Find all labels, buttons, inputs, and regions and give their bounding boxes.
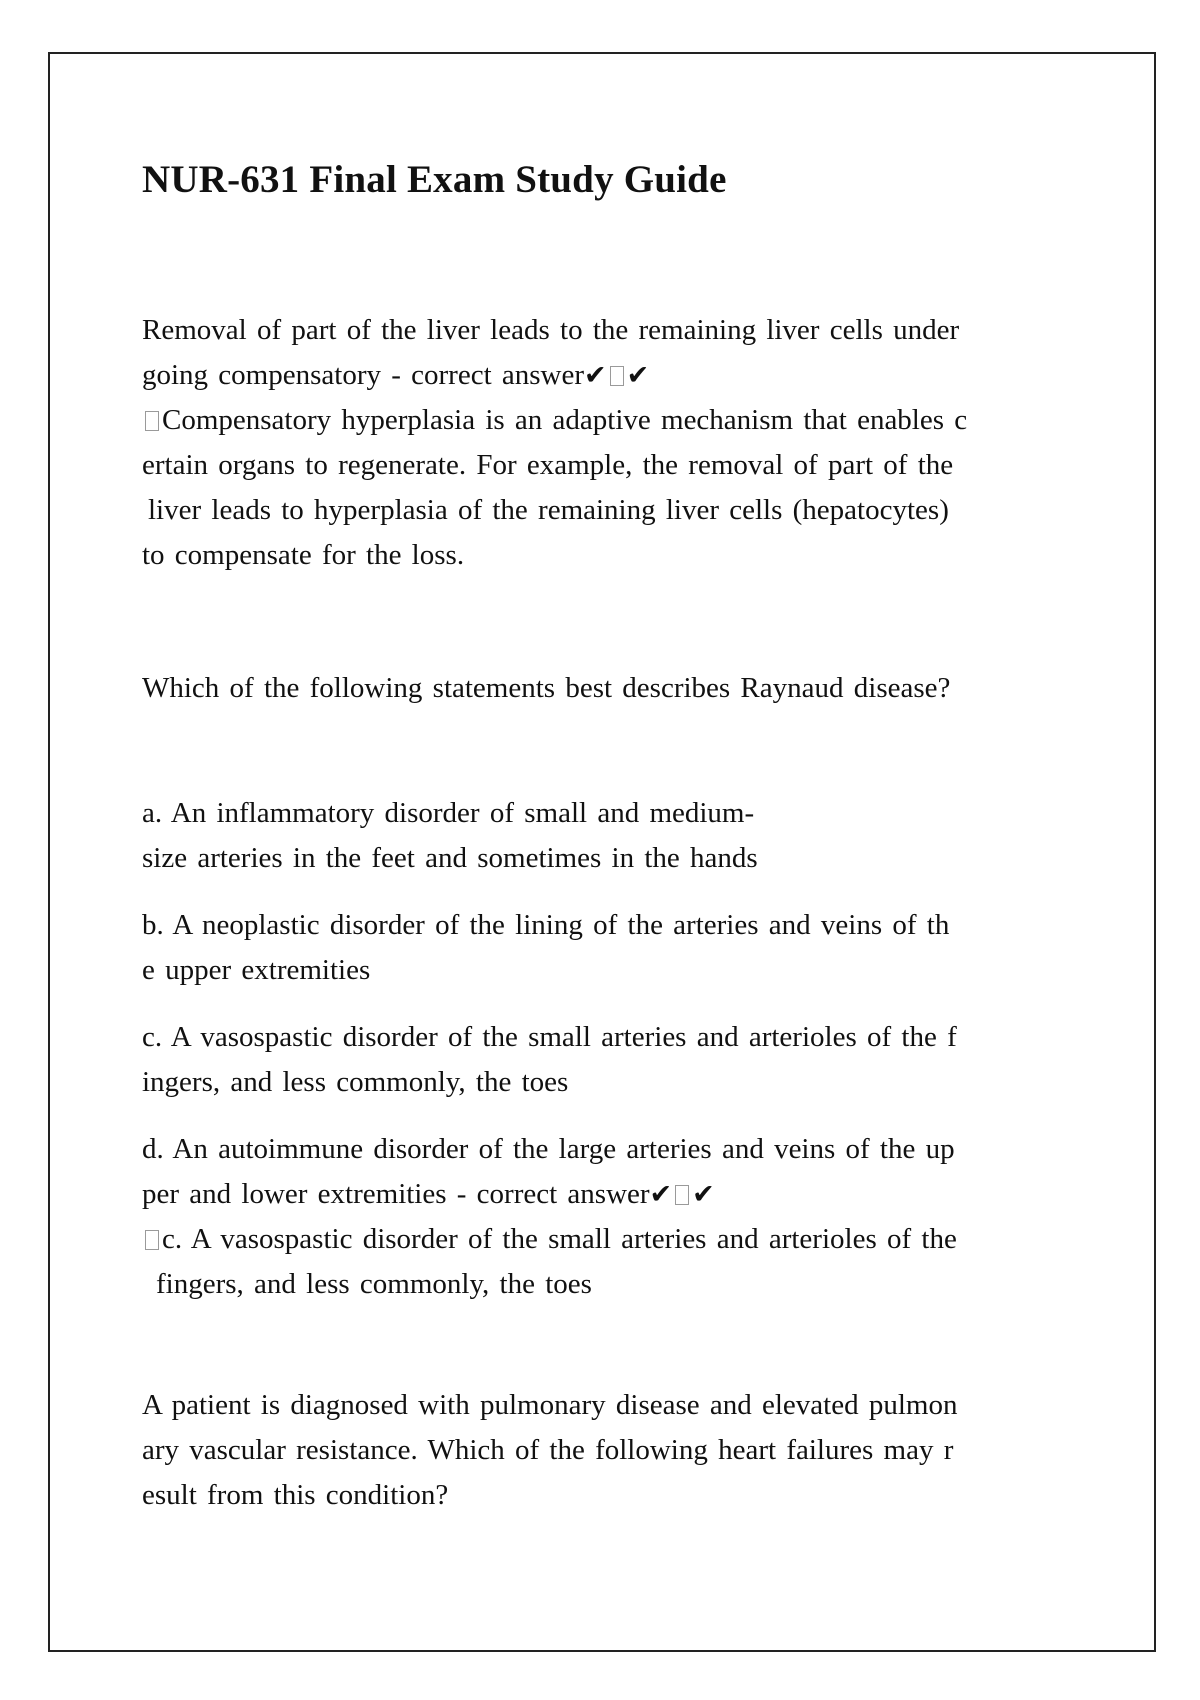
missing-glyph-icon <box>145 1230 159 1250</box>
question-3-prompt-line-2: ary vascular resistance. Which of the following heart failures may r <box>142 1434 954 1466</box>
question-1-prompt <box>142 308 1064 398</box>
option-a <box>142 791 1064 881</box>
option-c-line-2: ingers, and less commonly, the toes <box>142 1066 569 1098</box>
question-1-answer-line-1 <box>142 398 1064 443</box>
question-2-prompt: Which of the following statements best describes Raynaud disease? <box>142 672 951 704</box>
option-d-line-2-text: per and lower extremities - correct answer <box>142 1178 650 1210</box>
missing-glyph-icon <box>145 411 159 431</box>
question-1-answer-line-3: liver leads to hyperplasia of the remaining liver cells (hepatocytes) <box>148 494 949 526</box>
option-c <box>142 1015 1064 1105</box>
question-2-answer <box>142 1217 1064 1307</box>
question-1-prompt-line-1: Removal of part of the liver leads to the remaining liver cells under <box>142 314 960 346</box>
question-2-answer-line-2: fingers, and less commonly, the toes <box>156 1268 592 1300</box>
missing-glyph-icon <box>675 1185 689 1205</box>
option-c-line-1: c. A vasospastic disorder of the small arteries and arterioles of the f <box>142 1021 957 1053</box>
option-d-line-1: d. An autoimmune disorder of the large arteries and veins of the up <box>142 1133 955 1165</box>
question-2-answer-line-1 <box>142 1217 1064 1262</box>
question-3 <box>142 1383 1064 1518</box>
option-a-line-2: size arteries in the feet and sometimes in the hands <box>142 842 758 874</box>
question-3-prompt-line-3: esult from this condition? <box>142 1479 449 1511</box>
missing-glyph-icon <box>610 366 624 386</box>
option-b-line-2: e upper extremities <box>142 954 371 986</box>
checkmark-icon: ✔ <box>692 1179 715 1210</box>
option-b <box>142 903 1064 993</box>
question-1-answer <box>142 398 1064 578</box>
question-1-answer-line-4: to compensate for the loss. <box>142 539 465 571</box>
question-3-prompt <box>142 1383 1064 1518</box>
option-d <box>142 1127 1064 1217</box>
option-b-line-1: b. A neoplastic disorder of the lining of the arteries and veins of th <box>142 909 950 941</box>
question-3-prompt-line-1: A patient is diagnosed with pulmonary disease and elevated pulmon <box>142 1389 958 1421</box>
question-2-answer-line-1-text: c. A vasospastic disorder of the small arteries and arterioles of the <box>162 1223 957 1255</box>
document-body <box>142 150 1064 1518</box>
option-d-line-2 <box>142 1172 1064 1217</box>
option-a-line-1: a. An inflammatory disorder of small and medium- <box>142 797 755 829</box>
question-1-prompt-line-2 <box>142 353 1064 398</box>
question-1-answer-line-2: ertain organs to regenerate. For example, the removal of part of the <box>142 449 954 481</box>
question-2-options <box>142 791 1064 1307</box>
question-2 <box>142 666 1064 1307</box>
question-1-answer-line-1-text: Compensatory hyperplasia is an adaptive mechanism that enables c <box>162 404 968 436</box>
question-1 <box>142 308 1064 578</box>
page-title: NUR-631 Final Exam Study Guide <box>142 158 727 201</box>
checkmark-icon: ✔ <box>584 360 607 391</box>
checkmark-icon: ✔ <box>626 360 650 391</box>
checkmark-icon: ✔ <box>649 1179 673 1210</box>
question-1-prompt-line-2-text: going compensatory - correct answer <box>142 359 585 391</box>
